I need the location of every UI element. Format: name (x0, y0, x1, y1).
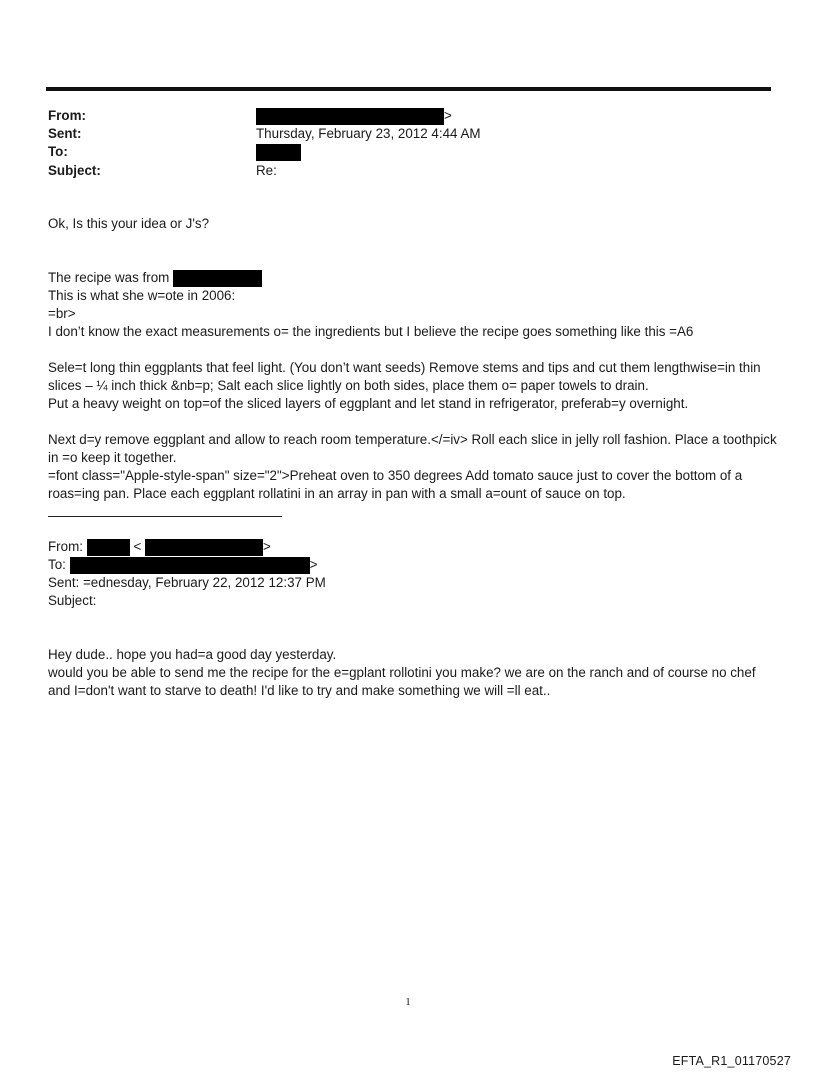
wrote-line: This is what she w=ote in 2006: (48, 288, 236, 303)
recipe-steps-1 (48, 359, 778, 413)
quoted-to-gt: > (309, 557, 318, 572)
quoted-to-line (48, 556, 778, 574)
recipe-from-text: The recipe was from (48, 270, 170, 285)
from-suffix: > (444, 108, 452, 123)
br-line: =br> (48, 306, 76, 321)
to-value (256, 143, 301, 161)
step-3: Next d=y remove eggplant and allow to reach room temperature.</=iv> Roll each slice in jelly roll fashion. Place a toothpick in =o keep it together. (48, 432, 777, 465)
quoted-sent-line: Sent: =ednesday, February 22, 2012 12:37 PM (48, 575, 326, 590)
redaction-box (256, 108, 444, 125)
quote-separator (48, 516, 282, 517)
step-4: =font class="Apple-style-span" size="2">Preheat oven to 350 degrees Add tomato sauce just to cover the bottom of a roas=ing pan. Place each eggplant rollatini in an array in pan with a small a=ount of sauce on top. (48, 468, 743, 501)
to-label: To: (48, 144, 68, 159)
sent-value: Thursday, February 23, 2012 4:44 AM (256, 126, 481, 141)
page-number: 1 (405, 996, 411, 1008)
redaction-box (70, 557, 310, 574)
quoted-body (48, 646, 778, 700)
step-2: Put a heavy weight on top=of the sliced layers of eggplant and let stand in refrigerator, preferab=y overnight. (48, 396, 689, 411)
sent-label: Sent: (48, 126, 82, 141)
quoted-gt: > (263, 539, 271, 554)
bates-number: EFTA_R1_01170527 (672, 1054, 791, 1068)
redaction-box (256, 144, 301, 161)
subject-value: Re: (256, 163, 277, 178)
quoted-subject-line: Subject: (48, 593, 97, 608)
recipe-steps-2 (48, 431, 778, 503)
recipe-intro (48, 269, 778, 341)
quoted-line-1: Hey dude.. hope you had=a good day yesterday. (48, 647, 337, 662)
quoted-line-2: would you be able to send me the recipe for the e=gplant rollotini you make? we are on the ranch and of course no chef and I=don't want to starve to death! I'd like to try and make something we will =ll eat.. (48, 665, 756, 698)
body-line-1: Ok, Is this your idea or J's? (48, 216, 210, 231)
redaction-box (173, 270, 262, 287)
quoted-from-label: From: (48, 539, 83, 554)
top-rule (46, 87, 771, 91)
redaction-box (145, 539, 263, 556)
quoted-from-line (48, 538, 778, 556)
quoted-lt: < (133, 539, 142, 554)
recipe-from-line (48, 269, 778, 287)
from-label: From: (48, 108, 86, 123)
measurements-line: I don’t know the exact measurements o= the ingredients but I believe the recipe goes something like this =A6 (48, 324, 694, 339)
from-value (256, 107, 452, 125)
redaction-box (87, 539, 130, 556)
quoted-to-label: To: (48, 557, 66, 572)
subject-label: Subject: (48, 163, 101, 178)
quoted-header (48, 538, 778, 610)
step-1: Sele=t long thin eggplants that feel light. (You don’t want seeds) Remove stems and tips and cut them lengthwise=in thin slices – ¼ inch thick &nb=p; Salt each slice lightly on both sides, place them o= paper towels to drain. (48, 360, 761, 393)
